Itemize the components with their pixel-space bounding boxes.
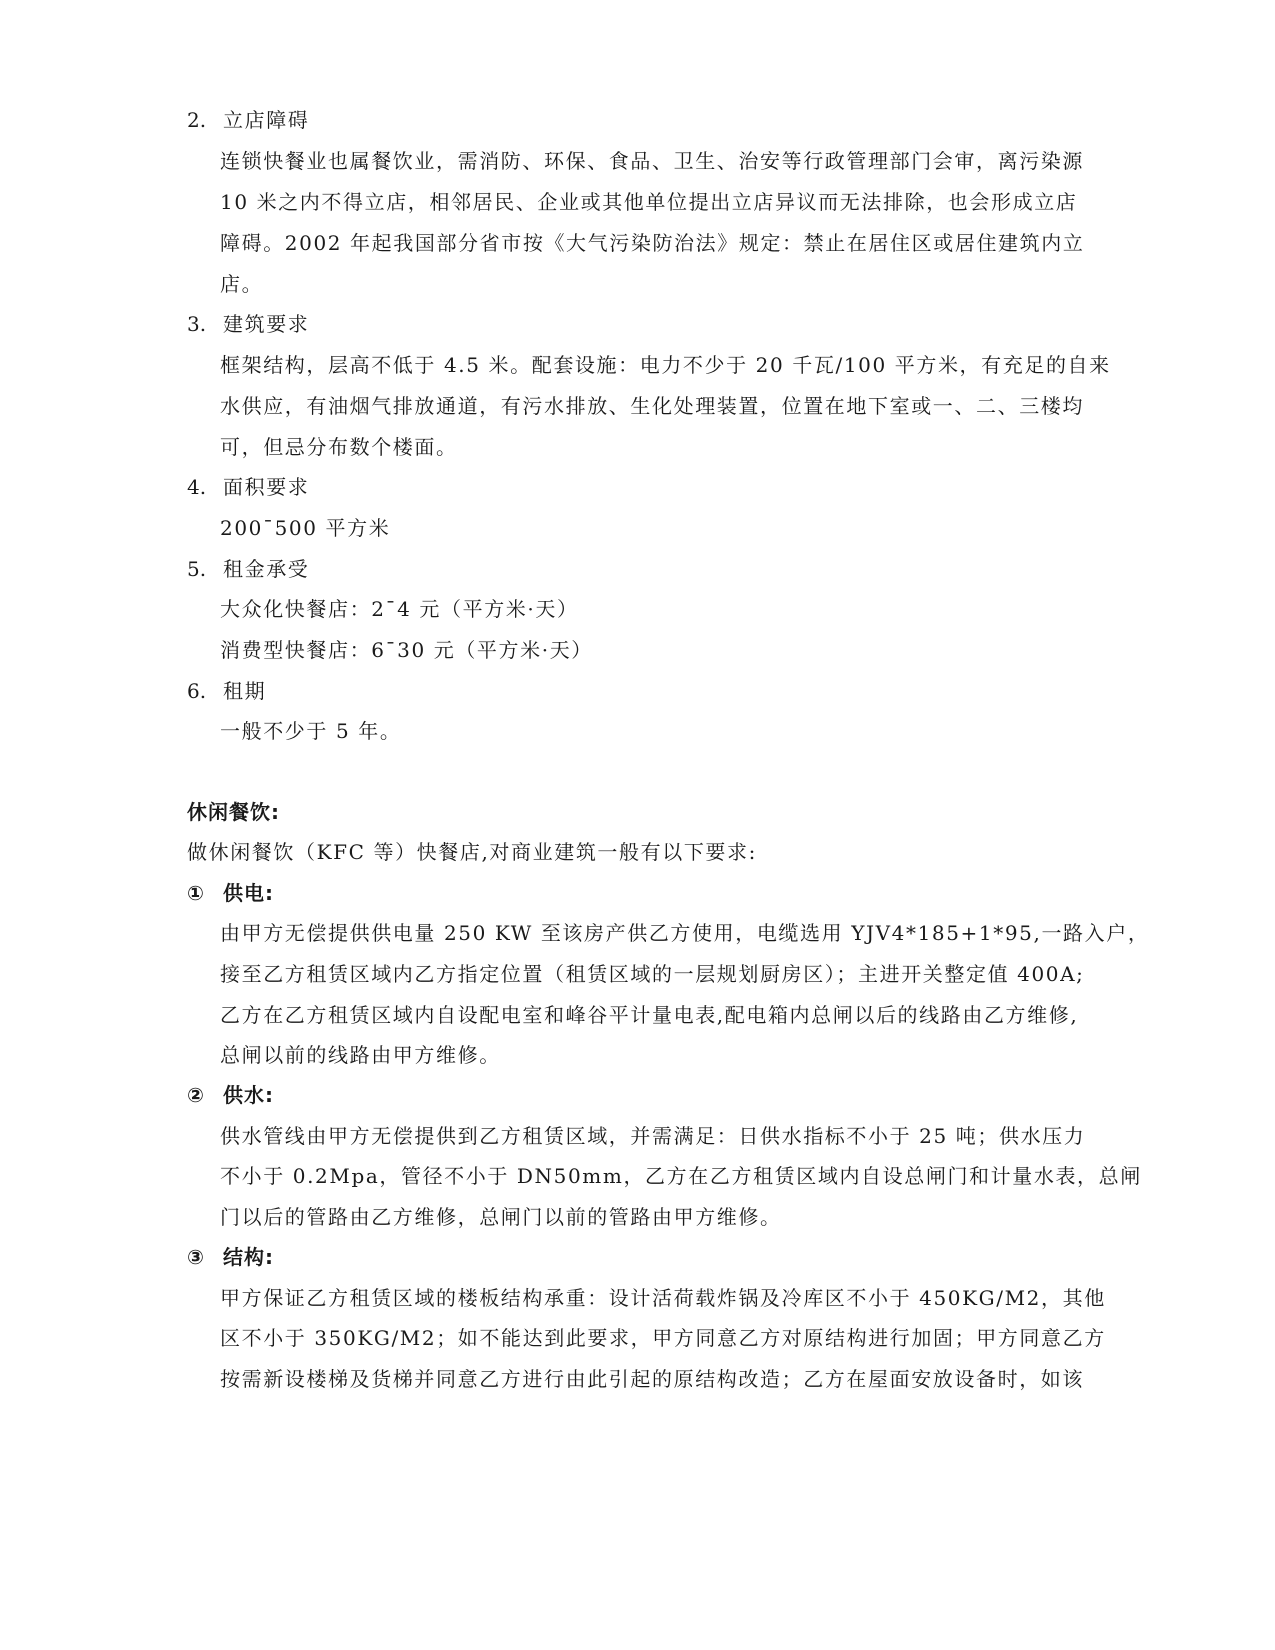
paragraph-line: 店。 (220, 272, 264, 296)
circled-number-1: ① (187, 881, 205, 905)
paragraph-line: 区不小于 350KG/M2；如不能达到此要求，甲方同意乙方对原结构进行加固；甲方同意乙方 (220, 1326, 1106, 1350)
item-number: 5. (187, 557, 207, 581)
circled-number-2: ② (187, 1083, 205, 1107)
paragraph-line: 接至乙方租赁区域内乙方指定位置（租赁区域的一层规划厨房区）；主进开关整定值 400A; (220, 962, 1085, 986)
paragraph-line: 甲方保证乙方租赁区域的楼板结构承重：设计活荷载炸锅及冷库区不小于 450KG/M2，其他 (220, 1286, 1106, 1310)
water-title: 供水: (223, 1083, 274, 1107)
structure-heading (187, 1245, 274, 1269)
item-title: 租期 (223, 679, 267, 703)
circled-number-3: ③ (187, 1245, 205, 1269)
item-title: 建筑要求 (223, 312, 310, 336)
item-6-heading (187, 679, 266, 703)
paragraph-line: 一般不少于 5 年。 (220, 719, 402, 743)
casual-dining-intro: 做休闲餐饮（KFC 等）快餐店,对商业建筑一般有以下要求: (187, 840, 757, 864)
paragraph-line: 连锁快餐业也属餐饮业，需消防、环保、食品、卫生、治安等行政管理部门会审，离污染源 (220, 149, 1084, 173)
item-number: 4. (187, 475, 207, 499)
paragraph-line: 可，但忌分布数个楼面。 (220, 435, 458, 459)
paragraph-line: 大众化快餐店：2¯4 元（平方米·天） (220, 597, 579, 621)
item-2-heading (187, 108, 309, 132)
casual-dining-heading: 休闲餐饮: (187, 800, 280, 824)
paragraph-line: 框架结构，层高不低于 4.5 米。配套设施：电力不少于 20 千瓦/100 平方米，有充足的自来 (220, 353, 1111, 377)
power-heading (187, 881, 274, 905)
paragraph-line: 水供应，有油烟气排放通道，有污水排放、生化处理装置，位置在地下室或一、二、三楼均 (220, 394, 1084, 418)
item-3-heading (187, 312, 309, 336)
item-title: 面积要求 (223, 475, 310, 499)
paragraph-line: 乙方在乙方租赁区域内自设配电室和峰谷平计量电表,配电箱内总闸以后的线路由乙方维修, (220, 1003, 1079, 1027)
paragraph-line: 10 米之内不得立店，相邻居民、企业或其他单位提出立店异议而无法排除，也会形成立店 (220, 190, 1078, 214)
paragraph-line: 门以后的管路由乙方维修，总闸门以前的管路由甲方维修。 (220, 1205, 782, 1229)
power-title: 供电: (223, 881, 274, 905)
paragraph-line: 由甲方无偿提供供电量 250 KW 至该房产供乙方使用，电缆选用 YJV4*185+1*95,一路入户， (220, 921, 1150, 945)
paragraph-line: 200¯500 平方米 (220, 516, 391, 540)
paragraph-line: 总闸以前的线路由甲方维修。 (220, 1043, 501, 1067)
water-heading (187, 1083, 274, 1107)
item-number: 3. (187, 312, 207, 336)
item-number: 2. (187, 108, 207, 132)
item-title: 租金承受 (223, 557, 310, 581)
structure-title: 结构: (223, 1245, 274, 1269)
paragraph-line: 消费型快餐店：6¯30 元（平方米·天） (220, 638, 593, 662)
item-number: 6. (187, 679, 207, 703)
item-title: 立店障碍 (223, 108, 310, 132)
paragraph-line: 不小于 0.2Mpa，管径不小于 DN50mm，乙方在乙方租赁区域内自设总闸门和计量水表，总闸 (220, 1164, 1142, 1188)
item-4-heading (187, 475, 309, 499)
paragraph-line: 供水管线由甲方无偿提供到乙方租赁区域，并需满足：日供水指标不小于 25 吨；供水压力 (220, 1124, 1086, 1148)
paragraph-line: 按需新设楼梯及货梯并同意乙方进行由此引起的原结构改造；乙方在屋面安放设备时，如该 (220, 1367, 1084, 1391)
paragraph-line: 障碍。2002 年起我国部分省市按《大气污染防治法》规定：禁止在居住区或居住建筑内立 (220, 231, 1085, 255)
item-5-heading (187, 557, 309, 581)
